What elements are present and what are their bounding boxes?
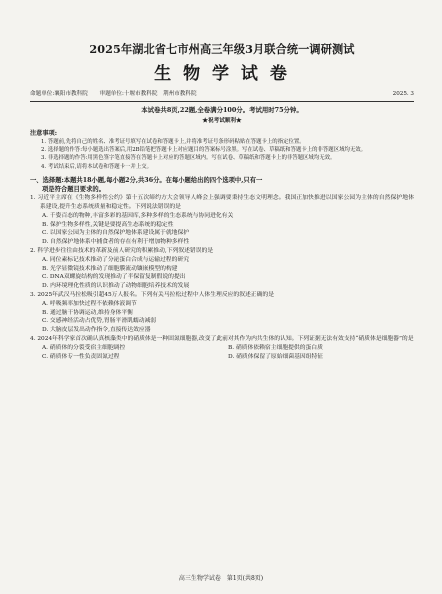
option-d: D. 内环境理化性质的认识推动了动物细胞培养技术的发展 bbox=[42, 283, 190, 290]
option-a: A. 硝质体的分裂受宿主细胞调控 bbox=[42, 344, 126, 351]
reviewer-unit: 审题单位:十堰市教科院 荆州市教科院 bbox=[99, 91, 197, 97]
question-3 bbox=[30, 291, 414, 335]
option-a: A. 同位素标记技术推动了分泌蛋白合成与运输过程的研究 bbox=[42, 256, 189, 263]
section-heading-line2: 项是符合题目要求的。 bbox=[42, 186, 105, 194]
exam-date: 2025. 3 bbox=[392, 91, 414, 97]
question-stem: 1. 习近平主席在《生物多样性公约》第十五次缔约方大会领导人峰会上强调要秉持生态文明理念。我国正加快推进以国家公园为主体的自然保护地体系建设,提升生态系统质量和稳定性。下列说法错误的是 bbox=[30, 195, 414, 211]
option-d: D. 大脑皮层发出动作指令,直接传达效应器 bbox=[42, 327, 151, 334]
option-c: C. 以国家公园为主体的自然保护地体系建设属于就地保护 bbox=[42, 230, 190, 237]
meta-units bbox=[30, 90, 207, 98]
option-d: D. 自然保护地体系中捕食者的存在有利于增加物种多样性 bbox=[42, 239, 190, 246]
meta-row bbox=[30, 90, 414, 102]
question-stem: 4. 2024年科学家首次确认真核藻类中的硝质体是一种固氮细胞器,改变了此前对其作为内共生体的认知。下列证据无法有效支持“硝质体是细胞器”的是 bbox=[30, 335, 414, 342]
question-stem: 2. 科学进步往往由技术的革新及前人研究的积累推动,下列叙述错误的是 bbox=[30, 248, 214, 254]
question-4 bbox=[30, 335, 414, 361]
note-item: 1. 答题前,先将自己的姓名、准考证号填写在试卷和答题卡上,并将准考证号条形码粘贴在答题卡上的指定位置。 bbox=[41, 139, 305, 145]
option-row bbox=[30, 344, 414, 353]
proposer-unit: 命题单位:襄阳市教科院 bbox=[30, 91, 88, 97]
note-item: 2. 选择题的作答:每小题选出答案后,用2B铅笔把答题卡上对应题目的答案标号涂黑。写在试卷、草稿纸和答题卡上的非答题区域均无效。 bbox=[41, 147, 367, 154]
exam-scope: 本试卷共8页,22题,全卷满分100分。考试用时75分钟。 bbox=[141, 106, 303, 114]
note-item: 3. 非选择题的作答:用黑色签字笔直接答在答题卡上对应的答题区域内。写在试卷、草稿纸和答题卡上的非答题区域均无效。 bbox=[41, 155, 336, 162]
question-stem: 3. 2025年武汉马拉松吸引超45万人报名。下列有关马拉松过程中人体生理反应的叙述正确的是 bbox=[30, 291, 274, 298]
option-c: C. 交感神经活动占优势,胃肠平滑肌蠕动减弱 bbox=[42, 318, 157, 325]
subject-title: 生 物 学 试 卷 bbox=[154, 64, 290, 84]
note-item: 4. 考试结束后,请将本试卷和答题卡一并上交。 bbox=[41, 163, 152, 170]
option-d: D. 硝质体保留了原始细菌基因组特征 bbox=[228, 353, 324, 360]
good-luck-wish: ★祝考试顺利★ bbox=[202, 118, 242, 124]
option-c: C. DNA双螺旋结构的发现推动了半保留复制假说的提出 bbox=[42, 274, 186, 281]
option-b: B. 通过脑干协调运动,维持身体平衡 bbox=[42, 309, 133, 316]
option-row bbox=[30, 353, 414, 362]
notes-title: 注意事项: bbox=[30, 130, 58, 137]
option-a: A. 呼吸频率加快过程不依赖体液调节 bbox=[42, 300, 137, 307]
option-b: B. 保护生物多样性,关键是要提高生态系统的稳定性 bbox=[42, 221, 174, 228]
option-b: B. 硝质体依赖宿主细胞提供的蛋白质 bbox=[228, 344, 323, 351]
section-heading bbox=[30, 176, 414, 194]
question-1 bbox=[30, 194, 414, 247]
option-c: C. 硝质体专一性负责固氮过程 bbox=[42, 353, 120, 360]
page-footer: 高三生物学试卷 第1页(共8页) bbox=[178, 575, 264, 582]
question-2 bbox=[30, 247, 414, 291]
option-b: B. 光学显微镜技术推动了细胞膜流动镶嵌模型的构建 bbox=[42, 265, 178, 272]
option-a: A. 千姿百态的物种,丰富多彩的基因库,多种多样的生态系统与协同进化有关 bbox=[42, 212, 234, 219]
section-heading-line1: 一、选择题:本题共18小题,每小题2分,共36分。在每小题给出的四个选项中,只有一 bbox=[30, 176, 263, 184]
exam-title: 2025年湖北省七市州高三年级3月联合统一调研测试 bbox=[89, 42, 355, 56]
